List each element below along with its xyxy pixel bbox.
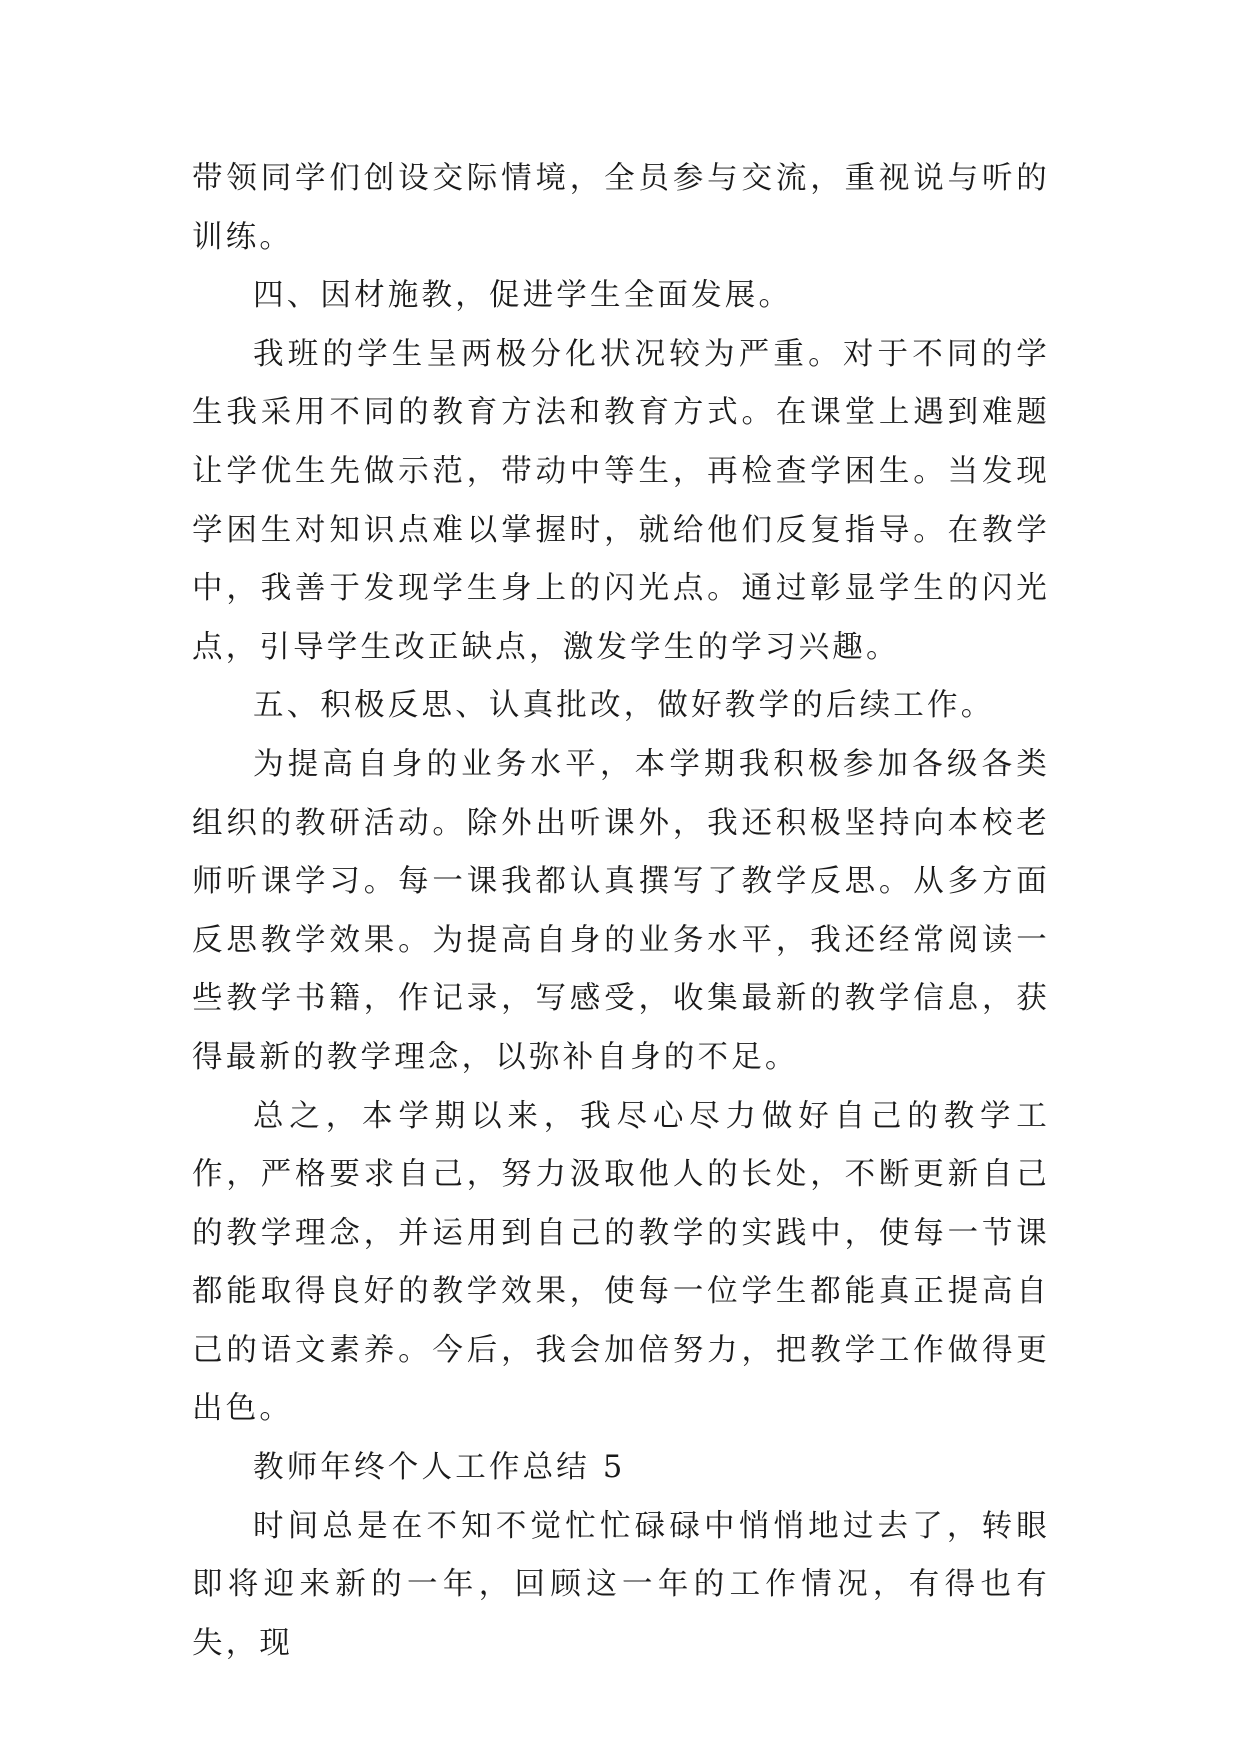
- section-heading-4: 四、因材施教，促进学生全面发展。: [253, 278, 793, 314]
- section-heading-5: 五、积极反思、认真批改，做好教学的后续工作。: [253, 688, 995, 724]
- paragraph-5: 为提高自身的业务水平，本学期我积极参加各级各类组织的教研活动。除外出听课外，我还积极坚持向本校老师听课学习。每一课我都认真撰写了教学反思。从多方面反思教学效果。为提高自身的业务水平，我还经常阅读一些教学书籍，作记录，写感受，收集最新的教学信息，获得最新的教学理念，以弥补自身的不足。: [192, 746, 1050, 1075]
- paragraph-1: 带领同学们创设交际情境，全员参与交流，重视说与听的训练。: [192, 161, 1050, 255]
- body-text: [192, 150, 1050, 1673]
- paragraph-8: 时间总是在不知不觉忙忙碌碌中悄悄地过去了，转眼即将迎来新的一年，回顾这一年的工作情况，有得也有失，现: [192, 1508, 1050, 1661]
- article-title-5: 教师年终个人工作总结 5: [253, 1450, 626, 1486]
- paragraph-3: 我班的学生呈两极分化状况较为严重。对于不同的学生我采用不同的教育方法和教育方式。在课堂上遇到难题让学优生先做示范，带动中等生，再检查学困生。当发现学困生对知识点难以掌握时，就给他们反复指导。在教学中，我善于发现学生身上的闪光点。通过彰显学生的闪光点，引导学生改正缺点，激发学生的学习兴趣。: [192, 336, 1050, 665]
- paragraph-6: 总之，本学期以来，我尽心尽力做好自己的教学工作，严格要求自己，努力汲取他人的长处，不断更新自己的教学理念，并运用到自己的教学的实践中，使每一节课都能取得良好的教学效果，使每一位学生都能真正提高自己的语文素养。今后，我会加倍努力，把教学工作做得更出色。: [192, 1098, 1050, 1427]
